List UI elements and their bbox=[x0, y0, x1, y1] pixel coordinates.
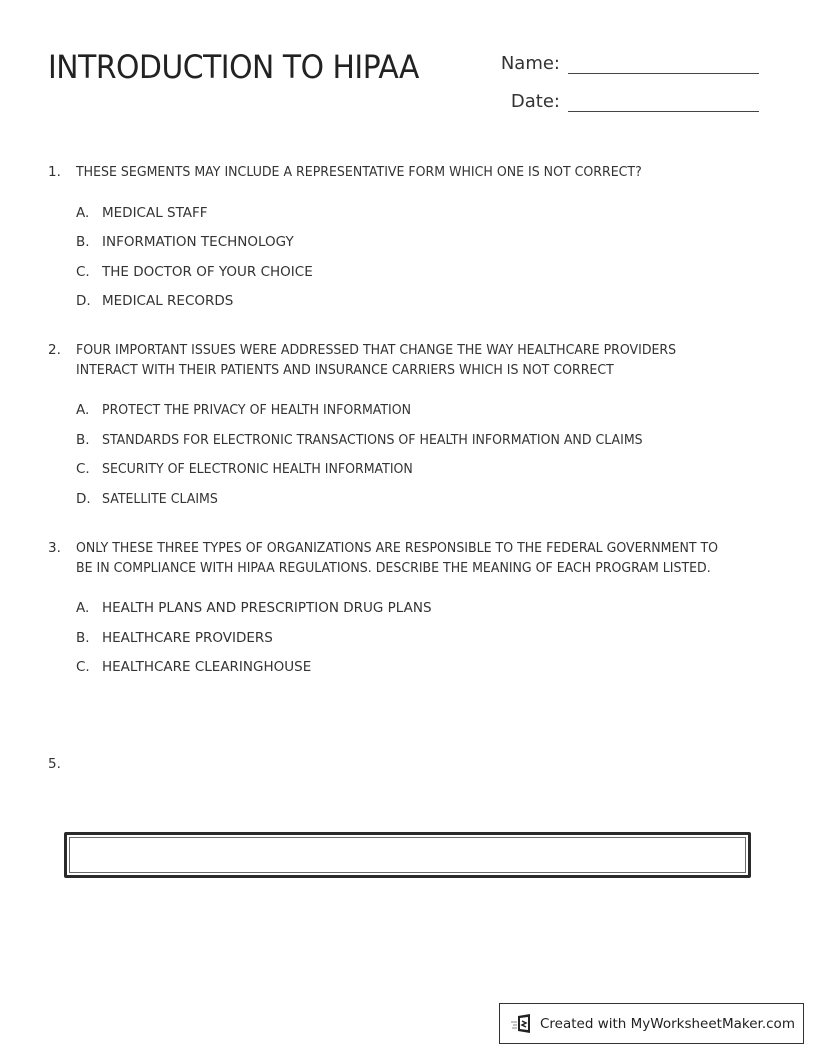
option-text: MEDICAL RECORDS bbox=[102, 293, 234, 309]
option-text: HEALTHCARE CLEARINGHOUSE bbox=[102, 659, 312, 675]
option-text: THE DOCTOR OF YOUR CHOICE bbox=[102, 263, 313, 280]
question-1 bbox=[48, 163, 768, 322]
options-list bbox=[76, 204, 768, 322]
question-number: 3. bbox=[48, 540, 61, 556]
option-letter: C. bbox=[76, 461, 90, 477]
question-number: 5. bbox=[48, 756, 61, 772]
option-letter: D. bbox=[76, 490, 91, 507]
option-b[interactable] bbox=[76, 233, 768, 263]
question-2 bbox=[48, 341, 768, 519]
option-d[interactable] bbox=[76, 490, 768, 520]
option-letter: B. bbox=[76, 629, 90, 646]
question-number: 2. bbox=[48, 342, 61, 358]
option-text: STANDARDS FOR ELECTRONIC TRANSACTIONS OF HEALTH INFORMATION AND CLAIMS bbox=[102, 431, 643, 448]
option-text: SECURITY OF ELECTRONIC HEALTH INFORMATION bbox=[102, 461, 413, 477]
option-text: HEALTH PLANS AND PRESCRIPTION DRUG PLANS bbox=[102, 600, 432, 616]
question-text: ONLY THESE THREE TYPES OF ORGANIZATIONS ARE RESPONSIBLE TO THE FEDERAL GOVERNMENT TO BE IN COMPLIANCE WITH HIPAA REGULATIONS. DESCRIBE THE MEANING OF EACH PROGRAM LISTED. bbox=[76, 540, 719, 576]
option-text: SATELLITE CLAIMS bbox=[102, 490, 218, 507]
name-label: Name: bbox=[500, 53, 560, 74]
option-letter: A. bbox=[76, 600, 90, 616]
created-with-badge[interactable] bbox=[499, 1003, 804, 1044]
date-input-line[interactable] bbox=[568, 111, 759, 112]
option-text: MEDICAL STAFF bbox=[102, 204, 208, 221]
option-b[interactable] bbox=[76, 431, 768, 461]
worksheet-title: INTRODUCTION TO HIPAA bbox=[48, 48, 419, 86]
option-a[interactable] bbox=[76, 204, 768, 234]
badge-text: Created with MyWorksheetMaker.com bbox=[540, 1015, 795, 1032]
question-5 bbox=[48, 755, 768, 775]
question-number: 1. bbox=[48, 164, 61, 180]
options-list bbox=[76, 401, 768, 519]
option-text: INFORMATION TECHNOLOGY bbox=[102, 234, 294, 250]
option-letter: A. bbox=[76, 204, 90, 221]
worksheet-logo-icon bbox=[510, 1013, 534, 1035]
date-field-row bbox=[490, 91, 759, 113]
date-label: Date: bbox=[510, 91, 560, 112]
option-letter: B. bbox=[76, 431, 90, 448]
option-letter: C. bbox=[76, 659, 90, 675]
option-letter: D. bbox=[76, 293, 91, 309]
options-list bbox=[76, 599, 768, 688]
option-b[interactable] bbox=[76, 629, 768, 659]
answer-box-inner-border bbox=[69, 837, 746, 873]
option-d[interactable] bbox=[76, 292, 768, 322]
question-3 bbox=[48, 539, 768, 688]
option-c[interactable] bbox=[76, 658, 768, 688]
question-text bbox=[76, 755, 720, 775]
name-input-line[interactable] bbox=[568, 73, 759, 74]
option-letter: C. bbox=[76, 263, 90, 280]
option-a[interactable] bbox=[76, 599, 768, 629]
question-text: THESE SEGMENTS MAY INCLUDE A REPRESENTATIVE FORM WHICH ONE IS NOT CORRECT? bbox=[76, 164, 642, 180]
option-letter: A. bbox=[76, 402, 90, 418]
question-text: FOUR IMPORTANT ISSUES WERE ADDRESSED THAT CHANGE THE WAY HEALTHCARE PROVIDERS INTERACT WITH THEIR PATIENTS AND INSURANCE CARRIERS WHICH IS NOT CORRECT bbox=[76, 342, 677, 378]
option-letter: B. bbox=[76, 234, 90, 250]
option-c[interactable] bbox=[76, 460, 768, 490]
answer-box[interactable] bbox=[64, 832, 751, 878]
option-text: HEALTHCARE PROVIDERS bbox=[102, 629, 273, 646]
option-c[interactable] bbox=[76, 263, 768, 293]
option-a[interactable] bbox=[76, 401, 768, 431]
option-text: PROTECT THE PRIVACY OF HEALTH INFORMATION bbox=[102, 402, 412, 418]
name-field-row bbox=[490, 53, 759, 75]
